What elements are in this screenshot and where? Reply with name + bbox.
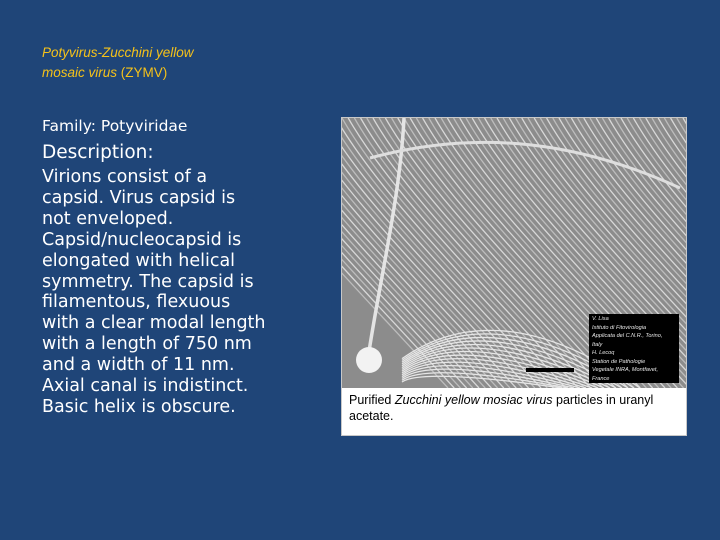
credit-line: V. Lisa [592,316,609,322]
title-part-1: Potyvirus-Zucchini yellow [42,45,194,60]
credit-line: H. Lecoq [592,350,615,356]
slide-title [42,43,272,83]
credit-line: Vegetale INRA, Montfavet, [592,367,659,373]
credit-line: France [592,375,610,382]
caption-prefix: Purified [349,393,395,407]
description-label: Description: [42,142,154,163]
title-part-3: (ZYMV) [120,65,168,80]
title-part-2: mosaic virus [42,65,118,80]
credit-line: Station de Pathologie [592,358,646,365]
family-line: Family: Potyviridae [42,117,188,135]
description-text: Virions consist of a capsid. Virus capsid is not enveloped. Capsid/nucleocapsid is elongated with helical symmetry. The capsid is filamentous, flexuous with a clear modal length with a length of 750 nm and a width of 11 nm. Axial canal is indistinct. Basic helix is obscure. [42,167,266,417]
credit-line: Applicata del C.N.R., Torino, [592,333,663,339]
caption-virus-name: Zucchini yellow mosiac virus [394,393,553,407]
figure-caption [349,392,679,424]
credit-line: Istituto di Fitovirologia [592,324,647,331]
photo-credit [589,314,679,383]
credit-line: Italy [592,341,603,348]
micrograph-figure [341,117,687,436]
caption-suffix: particles in uranyl acetate. [349,393,654,423]
